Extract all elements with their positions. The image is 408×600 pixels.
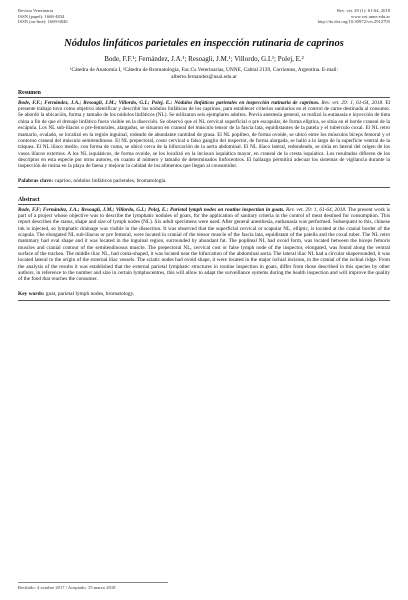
journal-url[interactable]: www.vet.unne.edu.ar	[351, 13, 390, 19]
keywords-en-text: goat, parietal lymph nodes, bromatology.	[45, 290, 135, 297]
doi-link[interactable]: http://dx.doi.org/10.30972/vet.2912795	[317, 19, 390, 25]
keywords-es-text: caprino, nódulos linfáticos parietales, bromatología.	[54, 177, 167, 184]
affiliation: ¹Cátedra de Anatomía I, ²Cátedra de Bromatología, Fac.Cs.Veterinarias, UNNE, Cabral 2139, Corrientes, Argentina. E-mail: alberto.fernandez@usal.edu.ar	[69, 66, 339, 80]
abstract-citation: Bode, F.F; Fernández, J.A.; Resoagli, J.M.; Villordo, G.I.; Polej, E.: Parietal lymph nodes on routine inspection in goats.	[18, 206, 285, 213]
article-title: Nódulos linfáticos parietales en inspección rutinaria de caprinos	[64, 37, 344, 49]
received-dates: Recibido: 4 octubre 2017 / Aceptado: 15 marzo 2018	[18, 582, 168, 590]
keywords-en-label: Key words:	[18, 290, 45, 297]
keywords-es-label: Palabras clave:	[18, 177, 54, 184]
keywords-es	[18, 178, 390, 188]
keywords-en	[18, 291, 390, 301]
resumen-heading: Resumen	[18, 90, 390, 98]
abstract-heading: Abstract	[18, 197, 390, 205]
resumen-citation: Bode, F.F.; Fernández, J.A.; Resoagli, J.M.; Villordo, G.I.; Polej, E.: Nódulos linfáticos parietales en inspección rutinaria de caprinos.	[18, 99, 320, 106]
resumen-body: El presente trabajo tuvo como objetivo identificar y describir los nódulos linfáticos de los caprinos, para establecer criterios sanitarios en el control de carne destinada al consumo. Se abordó la ubicación, forma y tamaño de los nódulos linfáticos (NL). Se utilizaron seis ejemplares adultos. Previa anestesia general, se realizó la eutanasia e inyección de tinta china a fin de que el drenaje linfático fuera visible en la disección. Se observó que el NL cervical superficial o pre escapular, de forma elíptica, se sitúa en el borde craneal de la escápula. Los NL sub-iliacos o pre-femorales, alargados, se situaron en craneal del músculo tensor de la fascia lata, equidistantes de la patela y el tubérculo coxal. El NL retro mamario, ovalado, se localizó en la región inguinal, rodeado de abundante cantidad de grasa. El NL poplíteo, de forma ovoide, se ubicó entre los músculos bíceps femoral y el contorno craneal del músculo semitendinoso. El NL prepectoral, costo cervical o falso ganglio del inspector, de forma alargada, se halló a lo largo de la superficie ventral de la tráquea. El NL ilíaco medio, con forma de coma, se ubicó cerca de la bifurcación de la aorta abdominal. El NL ilíaco lateral, redondeado, se sitúa en lateral del origen de los vasos ilíacos externos. A los NL isquiáticos, de forma ovoide, se los localizó en la incisura isquiática mayor, en craneal de la cresta isquiática. Los resultados difieren de los descriptos en esta especie por otros autores, en cuanto al número y tamaño de determinados linfocentros. El hallazgo permitirá adecuar los sistemas de vigilancia durante la inspección de rutina en la playa de faena y mejorar la calidad de los alimentos que llegan al consumidor.	[18, 99, 391, 170]
resumen-ref: Rev. vet. 29: 1, 61-64, 2018.	[321, 99, 384, 106]
abstract-body: The present work is part of a project whose objective was to describe the lymphatic nodules of goats, for the application of sanitary criteria in the control of meat destined for consumption. This report describes the status, shape and size of lymph nodes (NL). Six adult specimens were used. After general anesthesia, euthanasia was performed. Subsequent to this, chinese ink is injected, so lymphatic drainage was visible in the dissection. It was observed that the superficial cervical or scapular NL, elliptic, is located at the cranial border of the scapula. The elongated NL sub-iliacus or pre femoral, were located in cranial of the tensor muscle of the fascia lata, equidistant of the patella and the coxal tuber. The NL retro mammary had oval shape and it was located in the inguinal region, surrounded by abundant fat. The popliteal NL had ovoid form, was located between the biceps femoris muscles and cranial contour of the semitendinosus muscle. The prepectoral NL, cervical cost or false lymph node of the inspector, elongated, was found along the ventral surface of the trachea. The middle iliac NL, had coma-shaped, it was located near the bifurcation of the abdominal aorta. The lateral iliac NL had a circular shaperounded, it was located lateral to the origin of the external iliac vessels. The sciatic nodes had ovoid shape, it were located in the major ischial incision, in the cranial of the ischial ridge. From the analysis of the results it was established that the external parietal lymphatic structures in routine inspection in goats, differ from those described in this species by other authors, in reference to the number and size in certain lymphocentres, this will allow to adapt the surveillance systems during the health inspection and will improve the quality of the food that reaches the consumer.	[18, 206, 390, 283]
header-right	[318, 8, 390, 25]
abstract-ref: Rev. vet. 29: 1, 61-64, 2018.	[286, 206, 347, 213]
resumen-paragraph	[18, 100, 390, 170]
abstract-paragraph	[18, 207, 390, 283]
issn-online: ISSN (on-line): 1669-6840	[18, 19, 68, 25]
volume-info: Rev. vet. 29 (1): 61-64, 2018	[336, 8, 390, 13]
journal-name: Revista Veterinaria	[18, 8, 53, 13]
header-left	[18, 8, 68, 25]
journal-header	[18, 8, 390, 25]
authors: Bode, F.F.¹; Fernández, J.A.¹; Resoagli, J.M.¹; Villordo, G.I.¹; Polej, E.²	[104, 54, 304, 63]
issn-print: ISSN (papel): 1668-4834	[18, 13, 65, 19]
